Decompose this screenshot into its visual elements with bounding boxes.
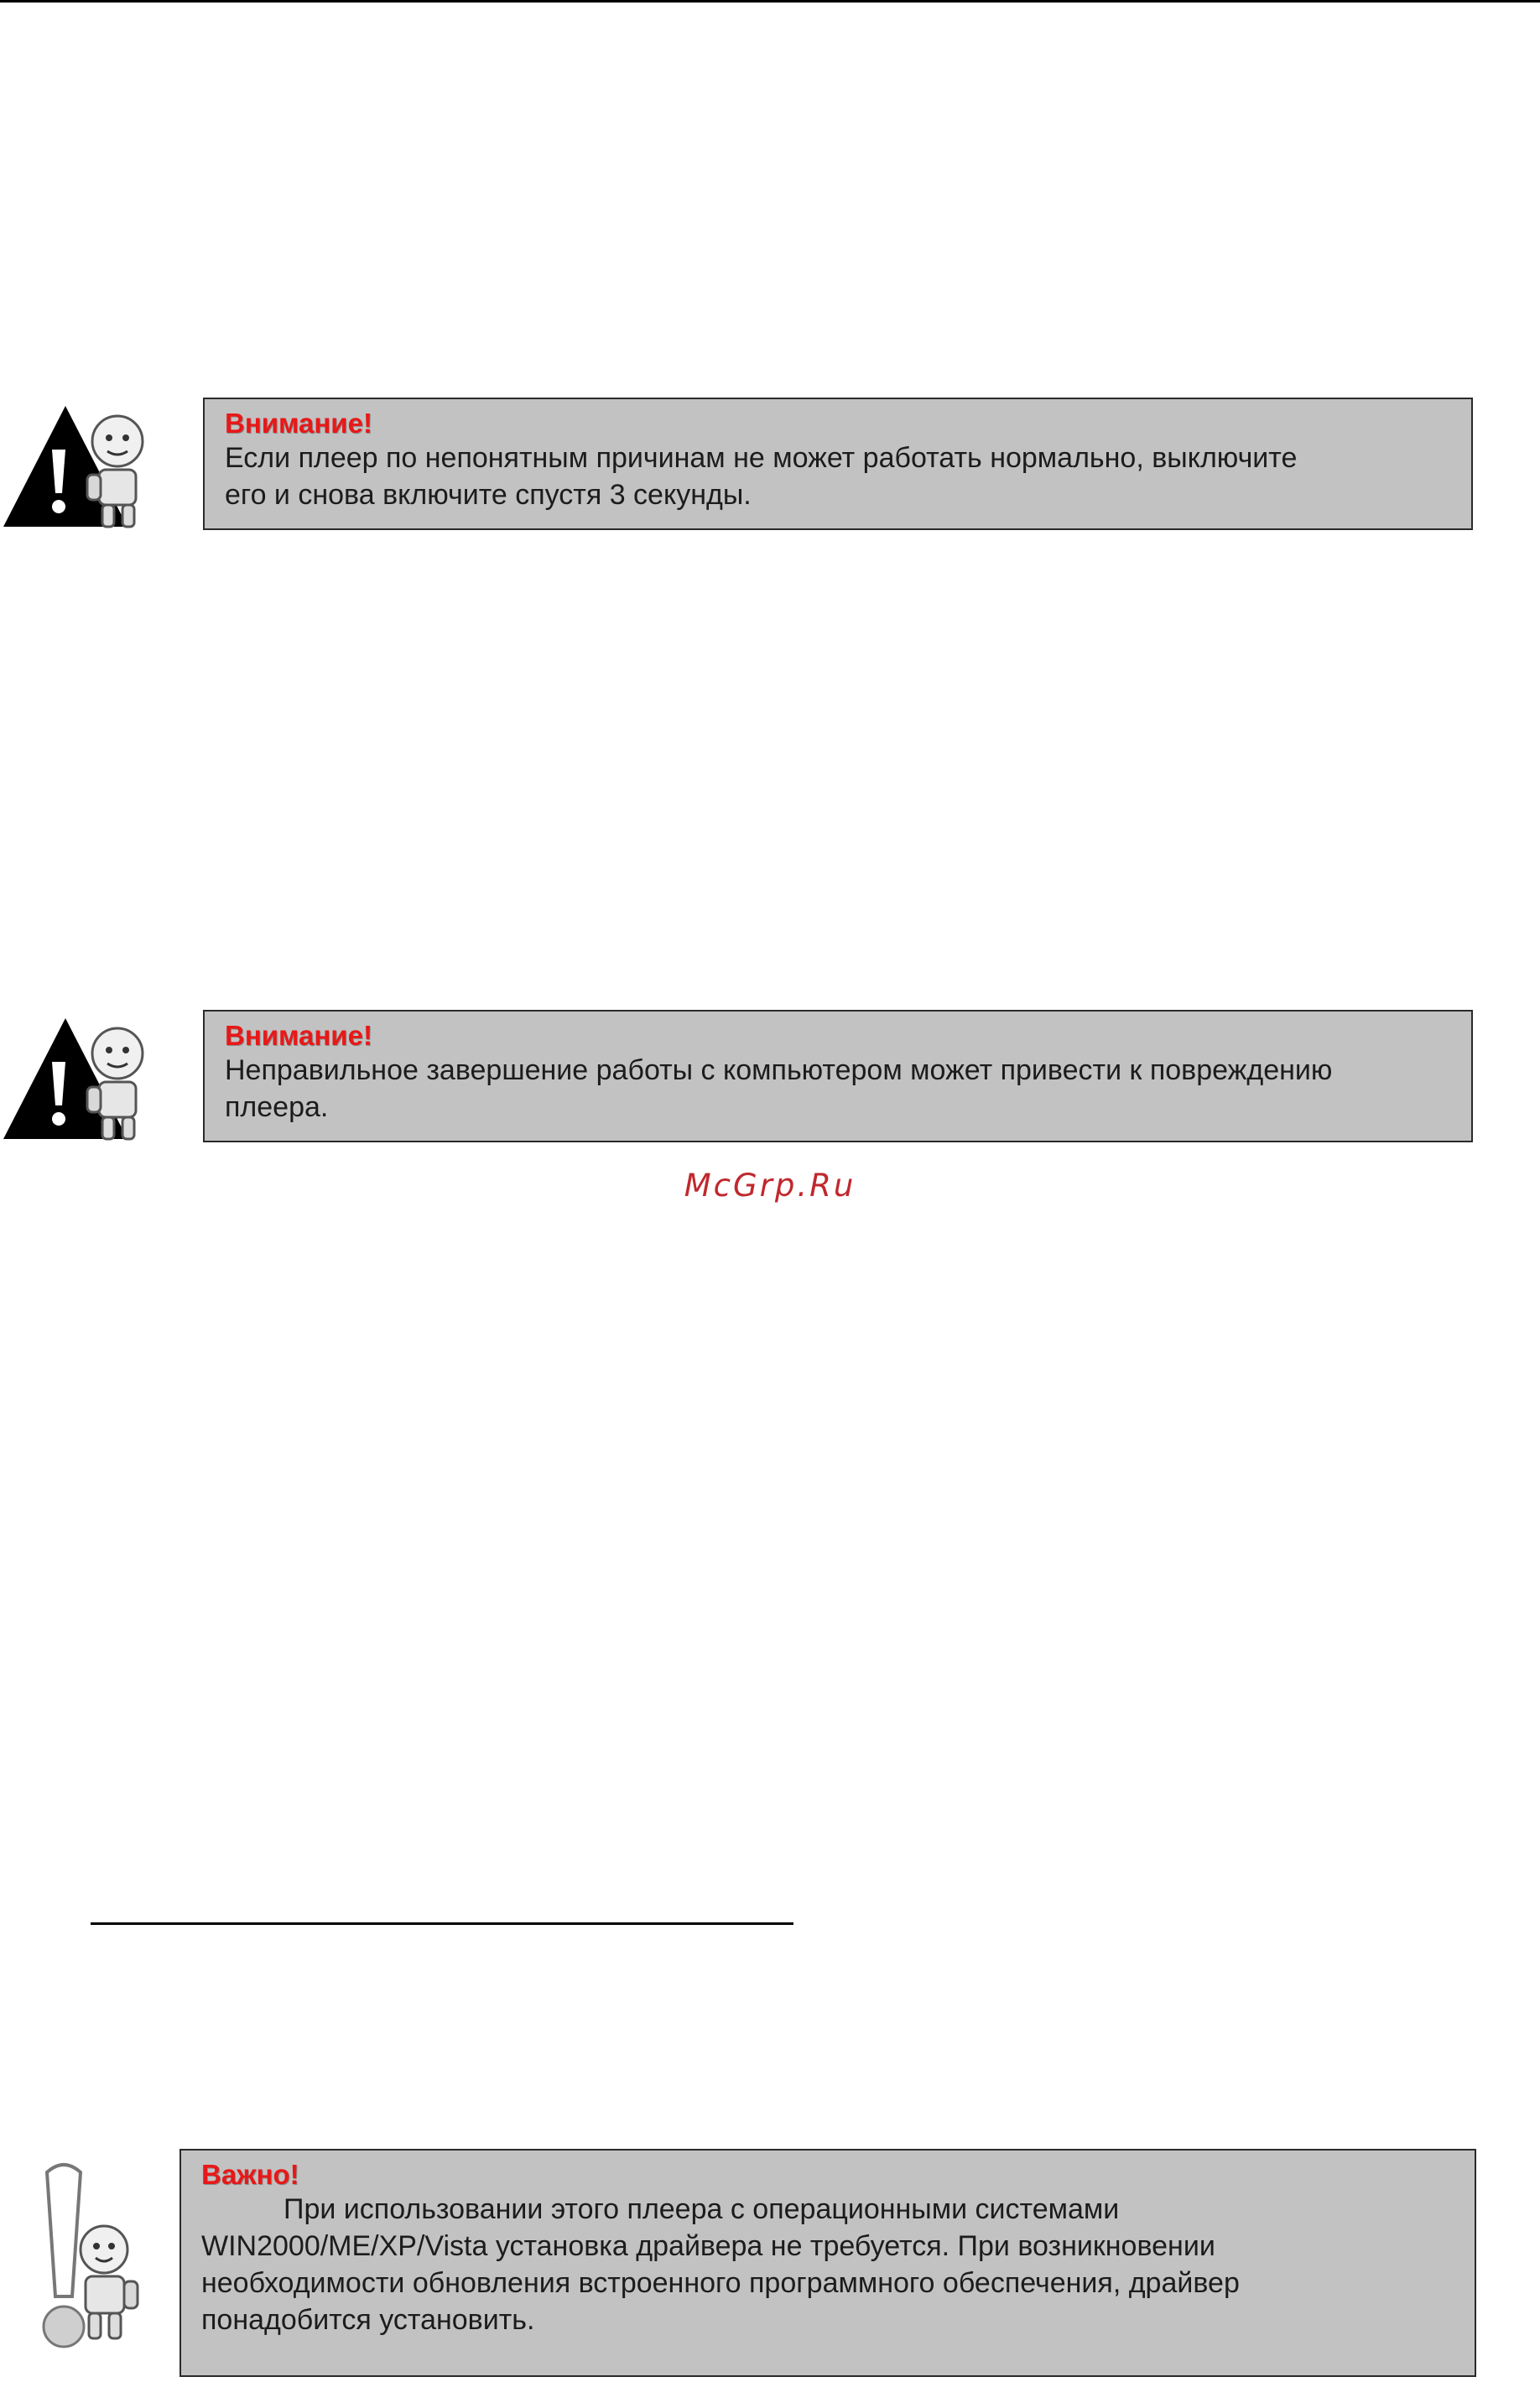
notice-text-line: необходимости обновления встроенного программного обеспечения, драйвер	[201, 2267, 1240, 2299]
notice-text-line: его и снова включите спустя 3 секунды.	[225, 479, 752, 511]
top-rule	[0, 0, 1540, 3]
divider-rule	[91, 1922, 793, 1925]
warning-triangle-robot-icon	[0, 1012, 151, 1146]
notice-box	[203, 398, 1473, 530]
notice-box	[203, 1010, 1473, 1142]
exclamation-robot-icon	[32, 2156, 158, 2357]
warning-triangle-robot-icon	[0, 399, 151, 533]
notice-text-line: плеера.	[225, 1091, 329, 1123]
notice-text-line	[201, 2191, 1454, 2228]
notice-text-indented: При использовании этого плеера с операционными системами	[284, 2193, 1120, 2225]
notice-text-line: WIN2000/ME/XP/Vista установка драйвера не требуется. При возникновении	[201, 2230, 1215, 2262]
notice-text-line: понадобится установить.	[201, 2304, 535, 2336]
notice-title: Внимание!	[225, 408, 372, 439]
notice-title: Важно!	[201, 2159, 299, 2190]
notice-text-line: Неправильное завершение работы с компьютером может привести к повреждению	[225, 1054, 1333, 1086]
watermark: McGrp.Ru	[684, 1168, 856, 1204]
notice-text-line: Если плеер по непонятным причинам не может работать нормально, выключите	[225, 442, 1298, 474]
notice-title: Внимание!	[225, 1020, 372, 1051]
notice-box	[179, 2149, 1476, 2377]
